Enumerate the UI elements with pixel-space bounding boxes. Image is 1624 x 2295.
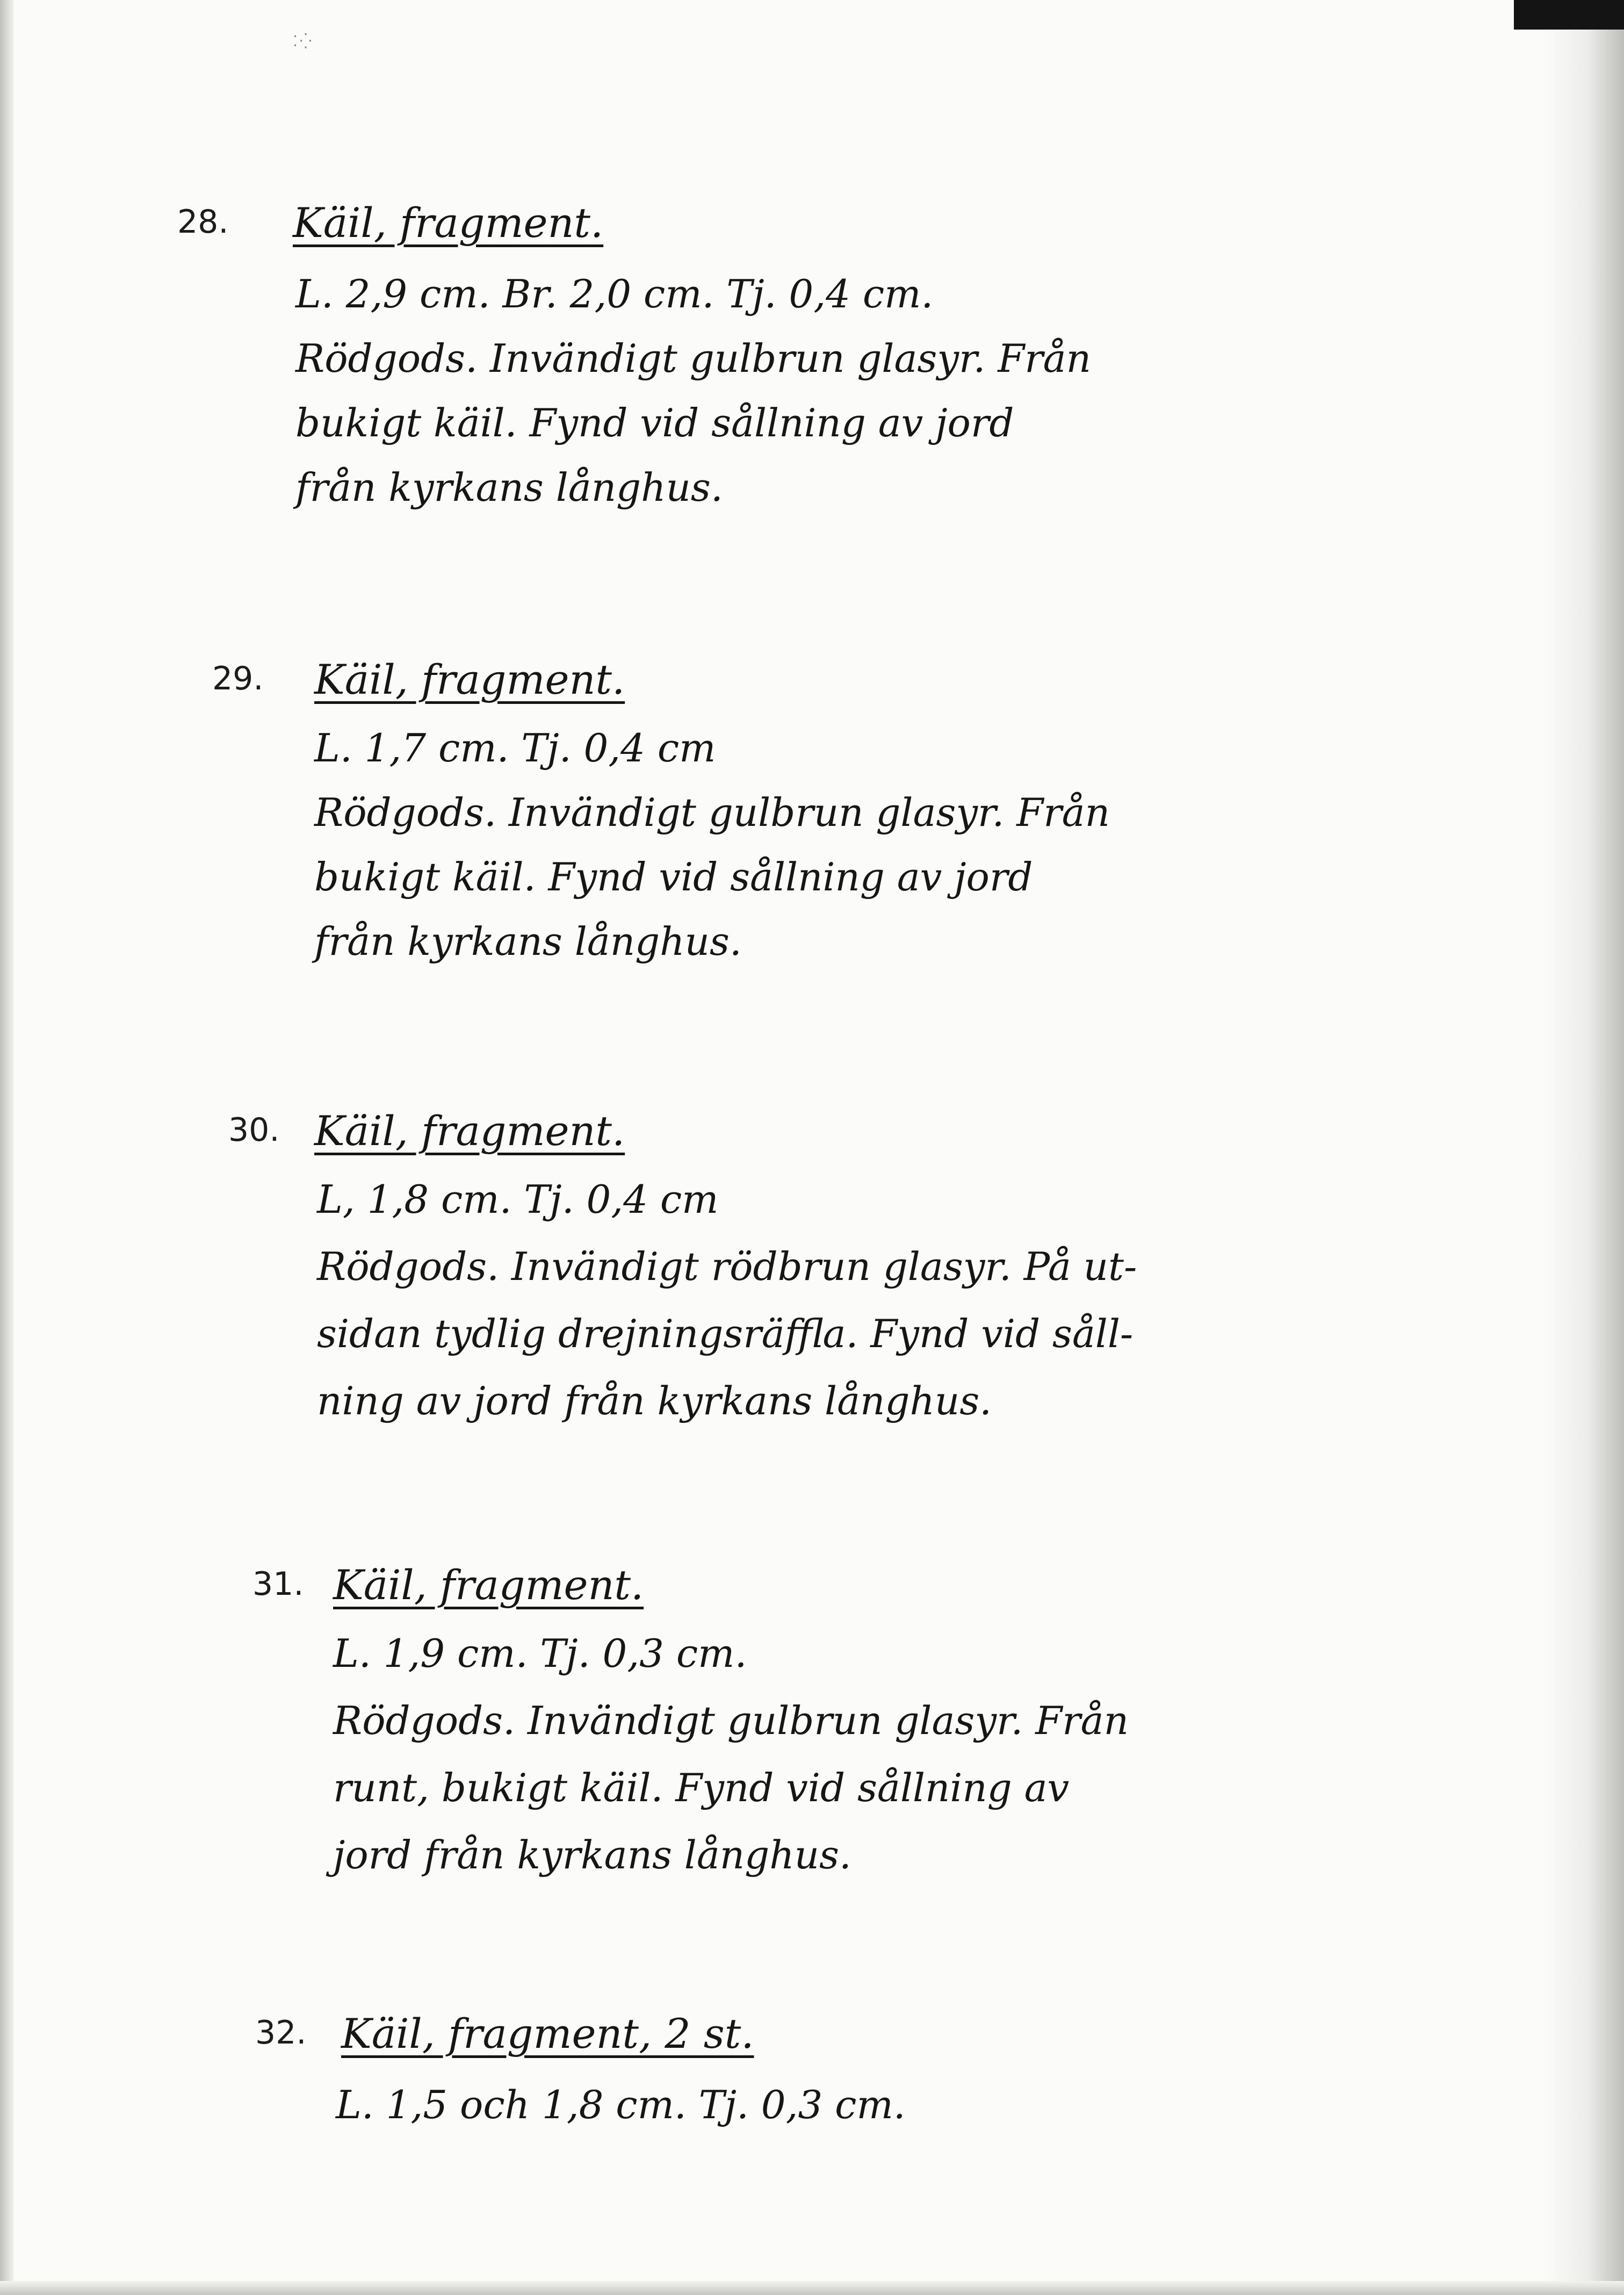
entry-description-line: Rödgods. Invändigt gulbrun glasyr. Från	[333, 1698, 1129, 1743]
entry-number: 29.	[212, 660, 264, 697]
catalog-entry-28	[177, 199, 1252, 564]
entry-description-line: från kyrkans långhus.	[314, 919, 742, 964]
entry-description-line: sidan tydlig drejningsräffla. Fynd vid såll-	[317, 1311, 1134, 1356]
catalog-entry-32	[255, 2010, 1303, 2171]
entry-title: Käil, fragment, 2 st.	[341, 2010, 754, 2057]
catalog-entry-31	[252, 1561, 1300, 1910]
entry-title: Käil, fragment.	[293, 199, 604, 247]
entry-number: 32.	[255, 2014, 307, 2052]
entry-dimensions: L. 1,5 och 1,8 cm. Tj. 0,3 cm.	[336, 2082, 906, 2127]
entry-dimensions: L. 2,9 cm. Br. 2,0 cm. Tj. 0,4 cm.	[295, 271, 934, 316]
entry-description-line: bukigt käil. Fynd vid sållning av jord	[295, 400, 1014, 445]
entry-title: Käil, fragment.	[314, 1107, 625, 1155]
entry-dimensions: L, 1,8 cm. Tj. 0,4 cm	[317, 1177, 719, 1222]
entry-number: 28.	[177, 203, 229, 241]
page-bottom-edge	[0, 2281, 1624, 2295]
entry-description-line: Rödgods. Invändigt gulbrun glasyr. Från	[295, 336, 1091, 381]
entry-title: Käil, fragment.	[333, 1561, 644, 1609]
page-corner-tab	[1514, 0, 1624, 30]
entry-description-line: jord från kyrkans långhus.	[333, 1832, 851, 1877]
entry-number: 31.	[252, 1565, 304, 1603]
entry-description-line: Rödgods. Invändigt rödbrun glasyr. På ut-	[317, 1244, 1137, 1289]
page-right-edge	[1543, 0, 1624, 2295]
page-left-edge	[0, 0, 14, 2295]
catalog-entry-29	[212, 656, 1260, 1005]
entry-title: Käil, fragment.	[314, 656, 625, 703]
entry-description-line: bukigt käil. Fynd vid sållning av jord	[314, 854, 1033, 900]
ink-smudge: ⁚⁛	[293, 32, 314, 50]
entry-description-line: ning av jord från kyrkans långhus.	[317, 1378, 992, 1423]
catalog-entry-30	[228, 1107, 1303, 1456]
entry-number: 30.	[228, 1111, 280, 1149]
entry-dimensions: L. 1,7 cm. Tj. 0,4 cm	[314, 725, 716, 771]
entry-description-line: runt, bukigt käil. Fynd vid sållning av	[333, 1765, 1070, 1810]
entry-description-line: Rödgods. Invändigt gulbrun glasyr. Från	[314, 790, 1110, 835]
entry-description-line: från kyrkans långhus.	[295, 465, 723, 510]
entry-dimensions: L. 1,9 cm. Tj. 0,3 cm.	[333, 1631, 747, 1676]
